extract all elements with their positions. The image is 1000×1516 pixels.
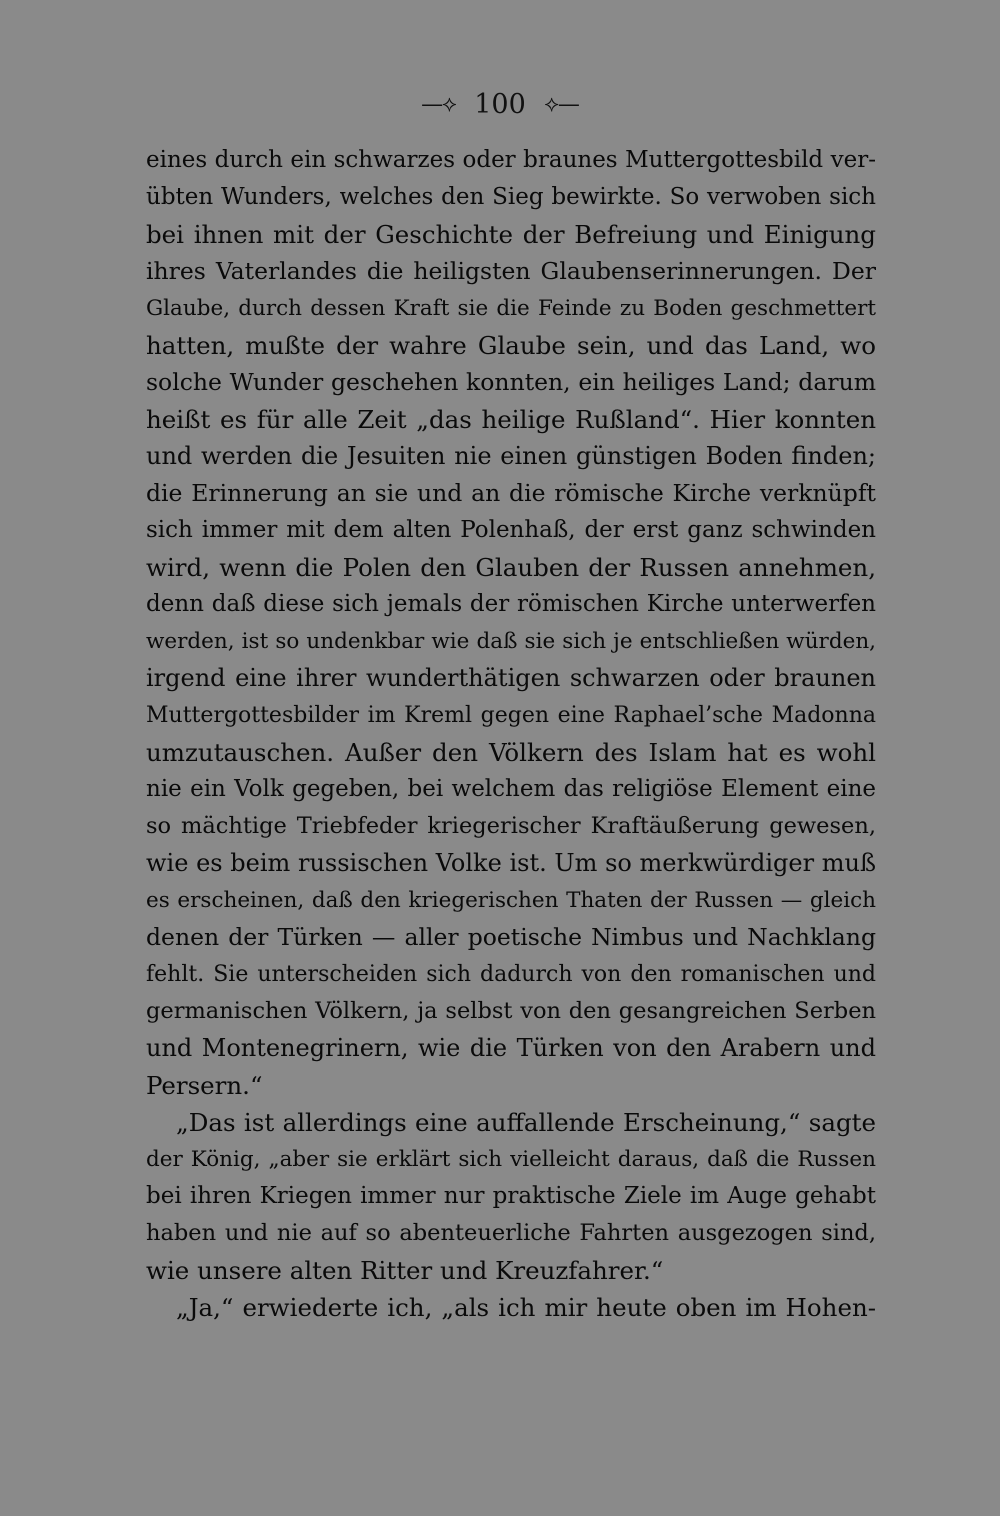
text-line: wird, wenn die Polen den Glauben der Russen annehmen, — [146, 553, 876, 582]
text-line: ihres Vaterlandes die heiligsten Glaubenserinnerungen. Der — [146, 257, 876, 285]
text-line: Muttergottesbilder im Kreml gegen eine Raphael’sche Madonna — [146, 703, 876, 728]
text-line: denen der Türken — aller poetische Nimbus und Nachklang — [146, 923, 876, 951]
text-line: denn daß diese sich jemals der römischen Kirche unterwerfen — [146, 591, 876, 617]
text-line: heißt es für alle Zeit „das heilige Rußland“. Hier konnten — [146, 405, 876, 434]
text-line: hatten, mußte der wahre Glaube sein, und das Land, wo — [146, 331, 876, 360]
body-text — [146, 142, 876, 1326]
text-line: eines durch ein schwarzes oder braunes Muttergottesbild ver- — [146, 147, 876, 173]
text-line: nie ein Volk gegeben, bei welchem das religiöse Element eine — [146, 776, 876, 802]
text-line: und werden die Jesuiten nie einen günstigen Boden finden; — [146, 442, 876, 470]
text-line: germanischen Völkern, ja selbst von den gesangreichen Serben — [146, 998, 876, 1024]
text-line: wie unsere alten Ritter und Kreuzfahrer.“ — [146, 1256, 664, 1285]
text-line: bei ihren Kriegen immer nur praktische Ziele im Auge gehabt — [146, 1183, 876, 1209]
page-number: 100 — [474, 89, 526, 120]
text-line: die Erinnerung an sie und an die römische Kirche verknüpft — [146, 479, 876, 507]
text-line: übten Wunders, welches den Sieg bewirkte. So verwoben sich — [146, 184, 876, 210]
text-line: fehlt. Sie unterscheiden sich dadurch von den romanischen und — [146, 962, 876, 987]
text-line: sich immer mit dem alten Polenhaß, der erst ganz schwinden — [146, 517, 876, 543]
left-ornament: —⟡ — [421, 92, 456, 117]
text-line: werden, ist so undenkbar wie daß sie sich je entschließen würden, — [146, 629, 876, 654]
text-line: so mächtige Triebfeder kriegerischer Kraftäußerung gewesen, — [146, 813, 876, 839]
text-line: und Montenegrinern, wie die Türken von den Arabern und — [146, 1034, 876, 1062]
text-line: bei ihnen mit der Geschichte der Befreiung und Einigung — [146, 220, 876, 249]
text-line: Persern.“ — [146, 1071, 263, 1100]
text-line: Glaube, durch dessen Kraft sie die Feinde zu Boden geschmettert — [146, 296, 876, 321]
right-ornament: ⟡— — [544, 92, 579, 117]
text-line: umzutauschen. Außer den Völkern des Islam hat es wohl — [146, 738, 876, 767]
page-header — [0, 88, 1000, 120]
text-line: wie es beim russischen Volke ist. Um so merkwürdiger muß — [146, 849, 876, 877]
text-line: haben und nie auf so abenteuerliche Fahrten ausgezogen sind, — [146, 1220, 876, 1246]
text-line: solche Wunder geschehen konnten, ein heiliges Land; darum — [146, 368, 876, 396]
text-line: der König, „aber sie erklärt sich vielleicht daraus, daß die Russen — [146, 1147, 876, 1172]
text-line: irgend eine ihrer wunderthätigen schwarzen oder braunen — [146, 664, 876, 692]
text-line: es erscheinen, daß den kriegerischen Thaten der Russen — gleich — [146, 888, 876, 913]
text-line: „Ja,“ erwiederte ich, „als ich mir heute oben im Hohen- — [176, 1293, 876, 1322]
text-line: „Das ist allerdings eine auffallende Erscheinung,“ sagte — [176, 1108, 876, 1137]
